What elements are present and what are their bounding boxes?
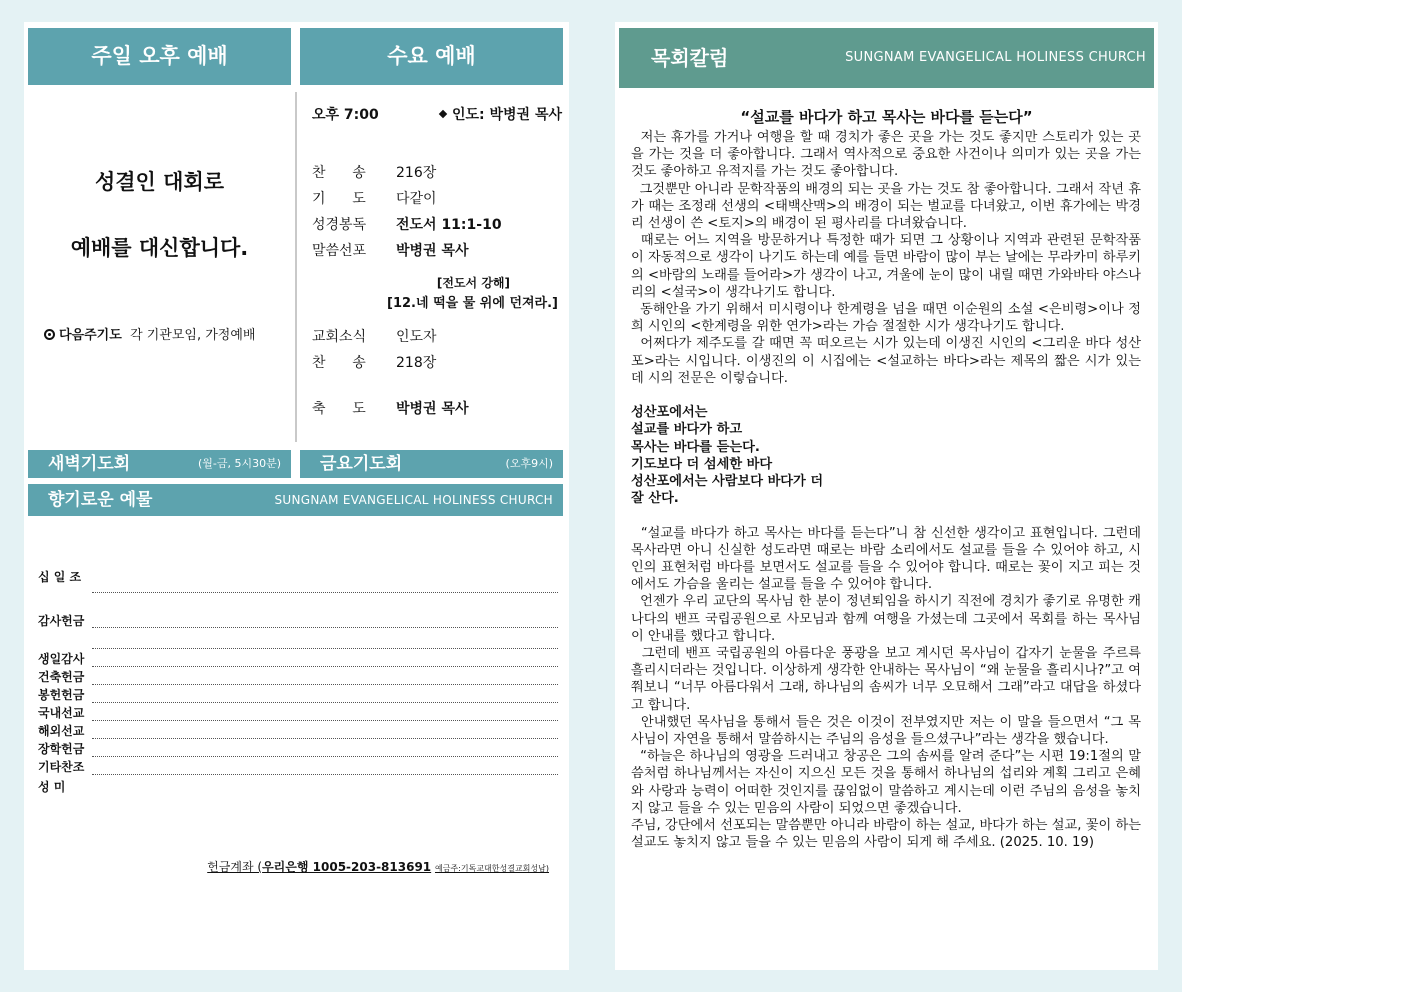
article-paragraph: 주님, 강단에서 선포되는 말씀뿐만 아니라 바람이 하는 설교, 바다가 하는 설교, 꽃이 하는 설교도 놓치지 않고 들을 수 있는 믿음의 사람이 되게 해 주세요. (2025. 10. 19) (631, 818, 1146, 851)
order-key: 교회소식 (312, 329, 367, 345)
order-key: 말씀선포 (312, 243, 367, 259)
article-paragraph: 그런데 밴프 국립공원의 아름다운 풍광을 보고 계시던 목사님이 갑자기 눈물을 주르륵 흘리시더라는 것입니다. 이상하게 생각한 안내하는 목사님이 “왜 눈물을 흘리시나?”고 여쭤보니 “너무 아름다워서 그래, 하나님의 솜씨가 너무 오묘해서 그래”라고 대답을 하셨다고 합니다. (631, 646, 1146, 713)
column-article-title: “설교를 바다가 하고 목사는 바다를 듣는다” (740, 108, 1033, 126)
order-key: 축 도 (312, 401, 366, 417)
order-row (312, 240, 469, 260)
order-value: 216장 (396, 165, 437, 181)
offering-church-name: SUNGNAM EVANGELICAL HOLINESS CHURCH (274, 493, 553, 507)
next-week-label: 다음주기도 (59, 328, 122, 343)
offering-category: 장학헌금 (38, 742, 85, 756)
entry-line (92, 666, 558, 667)
pastor-column-title: 목회칼럼 (651, 46, 729, 70)
order-value: 다같이 (396, 191, 437, 207)
order-value: 전도서 11:1-10 (396, 217, 502, 233)
wednesday-service-title: 수요 예배 (387, 44, 476, 68)
order-row (312, 352, 436, 372)
diamond-icon (439, 110, 447, 118)
order-value: 박병권 목사 (396, 401, 469, 417)
dawn-prayer-strip (28, 450, 291, 478)
poem-line: 성산포에서는 사람보다 바다가 더 (631, 474, 824, 490)
offering-category: 감사헌금 (38, 614, 85, 628)
poem-line: 성산포에서는 (631, 405, 708, 421)
entry-line (92, 592, 558, 593)
wednesday-service-body (312, 92, 562, 442)
sunday-afternoon-body (28, 92, 291, 442)
sunday-message-line2: 예배를 대신합니다. (70, 236, 249, 260)
article-paragraph: 동해안을 가기 위해서 미시령이나 한계령을 넘을 때면 이순원의 소설 <은비령>이나 정희 시인의 <한계령을 위한 연가>라는 가슴 절절한 시가 생각나기도 합니다. (631, 302, 1141, 335)
order-key: 찬 송 (312, 165, 366, 181)
entry-line (92, 720, 558, 721)
order-value: 박병권 목사 (396, 243, 469, 259)
poem-line: 잘 산다. (631, 491, 679, 507)
account-holder: 예금주:기독교대한성결교회성남) (434, 864, 549, 873)
entry-line (92, 756, 558, 757)
poem-line: 기도보다 더 섬세한 바다 (631, 456, 773, 472)
offering-account (207, 858, 549, 875)
entry-line (92, 627, 558, 628)
account-label: 헌금계좌 ( (207, 860, 263, 874)
order-key: 찬 송 (312, 355, 366, 371)
pastor-column-header (619, 28, 1154, 88)
entry-line (92, 648, 558, 649)
wednesday-leader-text: 인도: 박병권 목사 (451, 107, 562, 123)
sunday-afternoon-title: 주일 오후 예배 (91, 44, 228, 68)
sermon-title: [12.네 떡을 물 위에 던져라.] (387, 296, 558, 311)
poem-line: 목사는 바다를 듣는다. (631, 439, 760, 455)
order-row (312, 398, 469, 418)
entry-line (92, 738, 558, 739)
order-key: 성경봉독 (312, 217, 367, 233)
wednesday-time: 오후 7:00 (312, 107, 379, 123)
dawn-prayer-title: 새벽기도회 (48, 454, 131, 474)
sunday-afternoon-header (28, 28, 291, 85)
offering-title: 향기로운 예물 (48, 490, 153, 510)
offering-category: 해외선교 (38, 724, 85, 738)
order-row (312, 162, 436, 182)
bullet-icon (44, 329, 55, 340)
entry-line (92, 684, 558, 685)
article-paragraph: “하늘은 하나님의 영광을 드러내고 창공은 그의 솜씨를 알려 준다”는 시편 19:1절의 말씀처럼 하나님께서는 자신이 지으신 모든 것을 통해서 하나님의 섭리와 계획 그리고 은혜와 사랑과 능력이 어떠한 것인지를 끊임없이 말씀하고 계시는데 이런 주님의 음성을 놓치지 않고 들을 수 있는 믿음의 사람이 되었으면 좋겠습니다. (631, 749, 1141, 816)
article-paragraph: 저는 휴가를 가거나 여행을 할 때 경치가 좋은 곳을 가는 것도 좋지만 스토리가 있는 곳을 가는 것을 더 좋아합니다. 그래서 역사적으로 중요한 사건이나 의미가 있는 곳을 가는 것도 좋아하고 유적지를 가는 것도 좋아합니다. (631, 130, 1146, 180)
friday-prayer-title: 금요기도회 (320, 454, 403, 474)
column-church-name: SUNGNAM EVANGELICAL HOLINESS CHURCH (845, 50, 1146, 65)
column-divider (295, 92, 297, 442)
offering-strip (28, 484, 563, 516)
offering-category: 건축헌금 (38, 670, 85, 684)
column-article-body (631, 129, 1146, 852)
offering-category: 십 일 조 (38, 570, 82, 584)
offering-category: 생일감사 (38, 652, 85, 666)
spacer (631, 387, 1141, 404)
article-paragraph: 그것뿐만 아니라 문학작품의 배경의 되는 곳을 가는 것도 참 좋아합니다. 그래서 작년 휴가 때는 조정래 선생의 <태백산맥>의 배경이 되는 벌교를 다녀왔고, 이번 휴가에는 박경리 선생이 쓴 <토지>의 배경이 된 평사리를 다녀왔습니다. (631, 181, 1141, 232)
order-key: 기 도 (312, 191, 366, 207)
bulletin-left-panel (24, 22, 569, 970)
order-row (312, 326, 437, 346)
order-row (312, 188, 437, 208)
order-value: 인도자 (396, 329, 437, 345)
spacer (631, 507, 1141, 524)
bulletin-right-panel (615, 22, 1158, 970)
article-paragraph: “설교를 바다가 하고 목사는 바다를 듣는다”니 참 신선한 생각이고 표현입니다. 그런데 목사라면 아니 신실한 성도라면 때로는 바람 소리에서도 설교를 들을 수 있어야 하고, 시인의 표현처럼 바다를 보면서도 설교를 들을 수 있어야 합니다. 때로는 꽃이 지고 피는 것에서도 가슴을 울리는 설교를 들을 수 있어야 합니다. (631, 525, 1146, 593)
entry-line (92, 702, 558, 703)
next-week-value: 각 기관모임, 가정예배 (130, 328, 256, 343)
offering-category: 성 미 (38, 780, 66, 794)
sunday-message-line1: 성결인 대회로 (94, 170, 225, 194)
entry-line (92, 774, 558, 775)
wednesday-leader (440, 104, 562, 124)
poem-line: 설교를 바다가 하고 (631, 422, 743, 438)
offering-category: 국내선교 (38, 706, 85, 720)
article-paragraph: 때로는 어느 지역을 방문하거나 특정한 때가 되면 그 상황이나 지역과 관련된 문학작품이 자동적으로 생각이 나기도 하는데 예를 들면 바람이 많이 부는 날에는 무라카미 하루키의 <바람의 노래를 들어라>가 생각이 나고, 겨울에 눈이 많이 내릴 때면 가와바타 야스나리의 <설국>이 생각나기도 합니다. (631, 233, 1141, 300)
article-paragraph: 언젠가 우리 교단의 목사님 한 분이 정년퇴임을 하시기 직전에 경치가 좋기로 유명한 캐나다의 밴프 국립공원으로 사모님과 함께 여행을 가셨는데 그곳에서 목회를 하는 목사님이 안내를 했다고 합니다. (631, 594, 1142, 644)
dawn-prayer-schedule: (월-금, 5시30분) (197, 457, 281, 470)
wednesday-service-header (300, 28, 563, 85)
article-paragraph: 안내했던 목사님을 통해서 들은 것은 이것이 전부였지만 저는 이 말을 들으면서 “그 목사님이 자연을 통해서 말씀하시는 주님의 음성을 들으셨구나”라는 생각을 했습니다. (631, 714, 1142, 748)
sermon-series: [전도서 강해] (436, 276, 510, 290)
friday-prayer-schedule: (오후9시) (505, 457, 553, 470)
order-row (312, 214, 502, 234)
order-value: 218장 (396, 355, 437, 371)
article-paragraph: 어쩌다가 제주도를 갈 때면 꼭 떠오르는 시가 있는데 이생진 시인의 <그리운 바다 성산포>라는 시입니다. 이생진의 이 시집에는 <설교하는 바다>라는 제목의 짧은 시가 있는데 시의 전문은 이렇습니다. (631, 336, 1141, 386)
account-bank: 우리은행 1005-203-813691 (262, 860, 432, 874)
offering-category: 봉헌헌금 (38, 688, 85, 702)
friday-prayer-strip (300, 450, 563, 478)
offering-category: 기타찬조 (38, 760, 85, 774)
next-week-prayer (44, 324, 255, 343)
